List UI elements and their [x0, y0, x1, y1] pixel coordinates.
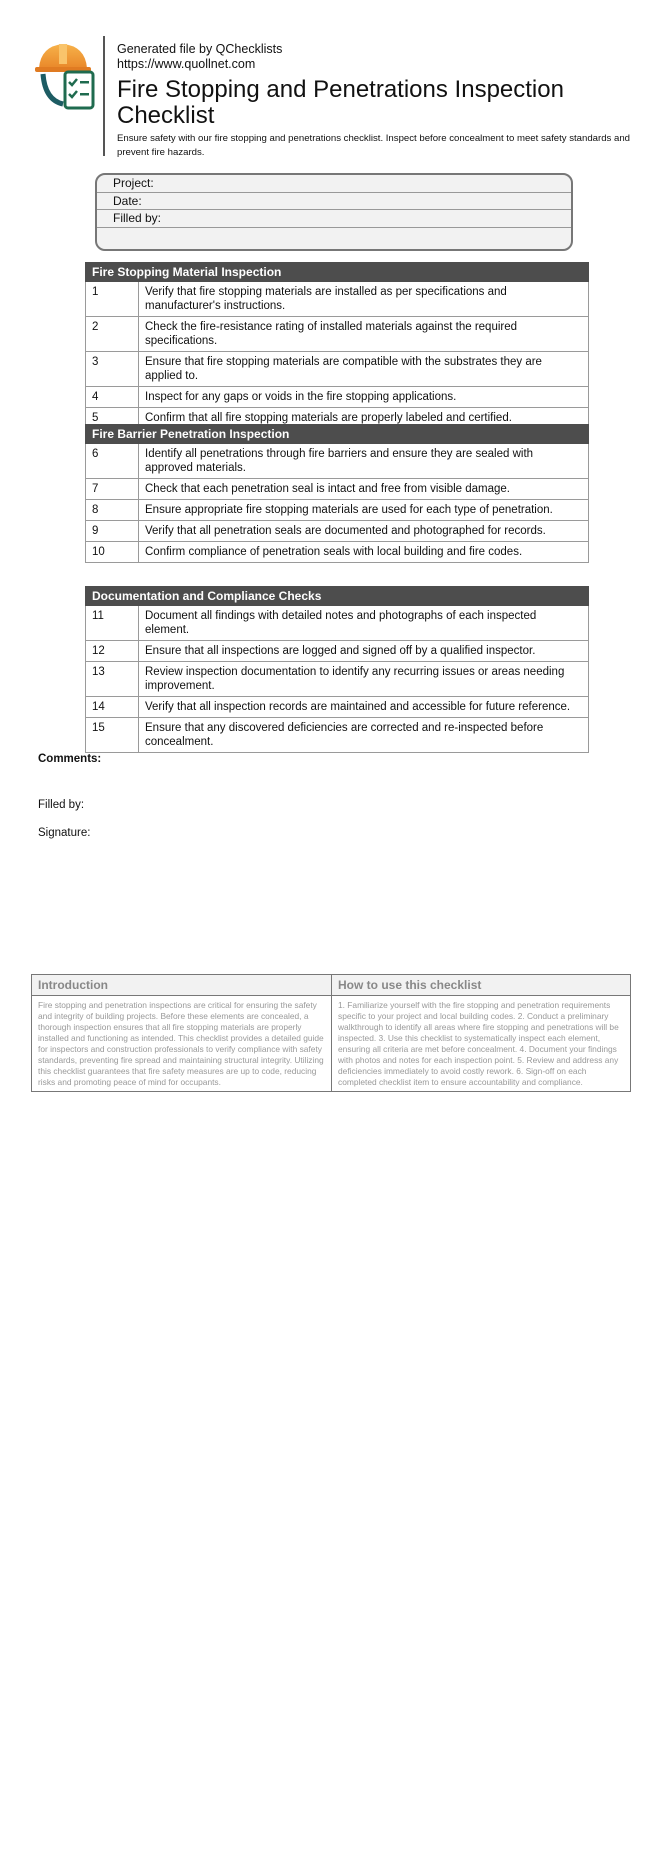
- item-number: 7: [86, 479, 139, 499]
- filled-by-label: Filled by:: [38, 799, 85, 811]
- filled-by-field[interactable]: Filled by:: [97, 210, 571, 228]
- item-number: 12: [86, 641, 139, 661]
- section-fire-barrier-penetration: [85, 424, 589, 563]
- info-table: [31, 974, 631, 1092]
- section-title: Fire Barrier Penetration Inspection: [85, 424, 589, 444]
- checklist-item[interactable]: [85, 444, 589, 479]
- item-text: Ensure that any discovered deficiencies are corrected and re-inspected before concealment.: [145, 722, 544, 748]
- checklist-item[interactable]: [85, 500, 589, 521]
- checklist-item[interactable]: [85, 352, 589, 387]
- comments-label: Comments:: [38, 753, 102, 765]
- item-number: 15: [86, 718, 139, 752]
- item-text: Ensure appropriate fire stopping materials are used for each type of penetration.: [145, 504, 553, 516]
- checklist-item[interactable]: [85, 641, 589, 662]
- item-text: Confirm that all fire stopping materials are properly labeled and certified.: [145, 412, 512, 424]
- introduction-text: Fire stopping and penetration inspections are critical for ensuring the safety and integrity of building projects. Before these elements are concealed, a thorough inspection ensures that all fire stopping materials are properly installed and functioning as intended. This checklist provides a detailed guide for inspectors and construction professionals to verify compliance with safety standards, preventing fire spread and maintaining structural integrity. Utilizing this checklist guarantees that fire safety measures are up to code, reducing risks and promoting peace of mind for occupants.: [38, 1000, 324, 1087]
- project-field[interactable]: Project:: [97, 175, 571, 193]
- item-text: Verify that all inspection records are maintained and accessible for future reference.: [145, 701, 571, 713]
- page-subtitle: Ensure safety with our fire stopping and penetrations checklist. Inspect before concealment to meet safety standards and prevent fire hazards.: [117, 133, 631, 158]
- item-number: 6: [86, 444, 139, 478]
- item-number: 9: [86, 521, 139, 541]
- item-text: Confirm compliance of penetration seals with local building and fire codes.: [145, 546, 523, 558]
- signature-label: Signature:: [38, 827, 91, 839]
- checklist-item[interactable]: [85, 718, 589, 753]
- item-text: Inspect for any gaps or voids in the fire stopping applications.: [145, 391, 457, 403]
- section-documentation-compliance: [85, 586, 589, 753]
- page-title: Fire Stopping and Penetrations Inspection Checklist: [117, 76, 564, 129]
- item-text: Review inspection documentation to identify any recurring issues or areas needing improvement.: [145, 666, 565, 692]
- how-to-column: [331, 975, 630, 1091]
- item-text: Check that each penetration seal is intact and free from visible damage.: [145, 483, 511, 495]
- checklist-item[interactable]: [85, 606, 589, 641]
- item-number: 5: [86, 408, 139, 428]
- item-text: Verify that all penetration seals are documented and photographed for records.: [145, 525, 546, 537]
- generated-by-text: Generated file by QChecklists: [117, 42, 283, 56]
- checklist-item[interactable]: [85, 282, 589, 317]
- introduction-column: [32, 975, 331, 1091]
- item-number: 14: [86, 697, 139, 717]
- project-info-box: [95, 173, 573, 251]
- checklist-item[interactable]: [85, 387, 589, 408]
- item-number: 1: [86, 282, 139, 316]
- item-text: Document all findings with detailed notes and photographs of each inspected element.: [145, 610, 537, 636]
- checklist-item[interactable]: [85, 697, 589, 718]
- source-url-link[interactable]: https://www.quollnet.com: [117, 57, 256, 71]
- section-fire-stopping-material: [85, 262, 589, 429]
- introduction-heading: Introduction: [32, 975, 331, 996]
- item-text: Ensure that all inspections are logged and signed off by a qualified inspector.: [145, 645, 536, 657]
- hardhat-checklist-logo-icon: [33, 38, 103, 112]
- info-empty-row: [97, 228, 571, 246]
- checklist-item[interactable]: [85, 479, 589, 500]
- section-title: Documentation and Compliance Checks: [85, 586, 589, 606]
- checklist-item[interactable]: [85, 317, 589, 352]
- item-number: 8: [86, 500, 139, 520]
- date-field[interactable]: Date:: [97, 193, 571, 211]
- item-text: Ensure that fire stopping materials are compatible with the substrates they are applied to.: [145, 356, 542, 382]
- header-divider: [103, 36, 105, 156]
- item-number: 10: [86, 542, 139, 562]
- item-number: 2: [86, 317, 139, 351]
- how-to-text: 1. Familiarize yourself with the fire stopping and penetration requirements specific to your project and local building codes. 2. Conduct a preliminary walkthrough to identify all areas where fire stopping and penetrations will be inspected. 3. Use this checklist to systematically inspect each element, ensuring all criteria are met before concealment. 4. Document your findings with photos and notes for each inspection point. 5. Review and address any deficiencies immediately to avoid costly rework. 6. Sign-off on each completed checklist item to ensure accountability and compliance.: [338, 1000, 619, 1087]
- item-text: Identify all penetrations through fire barriers and ensure they are sealed with approved materials.: [145, 448, 534, 474]
- item-number: 3: [86, 352, 139, 386]
- item-number: 4: [86, 387, 139, 407]
- section-title: Fire Stopping Material Inspection: [85, 262, 589, 282]
- item-text: Check the fire-resistance rating of installed materials against the required specifications.: [145, 321, 518, 347]
- how-to-heading: How to use this checklist: [332, 975, 630, 996]
- item-number: 13: [86, 662, 139, 696]
- checklist-item[interactable]: [85, 542, 589, 563]
- checklist-item[interactable]: [85, 521, 589, 542]
- item-number: 11: [86, 606, 139, 640]
- item-text: Verify that fire stopping materials are installed as per specifications and manufacturer's instructions.: [145, 286, 507, 312]
- checklist-item[interactable]: [85, 662, 589, 697]
